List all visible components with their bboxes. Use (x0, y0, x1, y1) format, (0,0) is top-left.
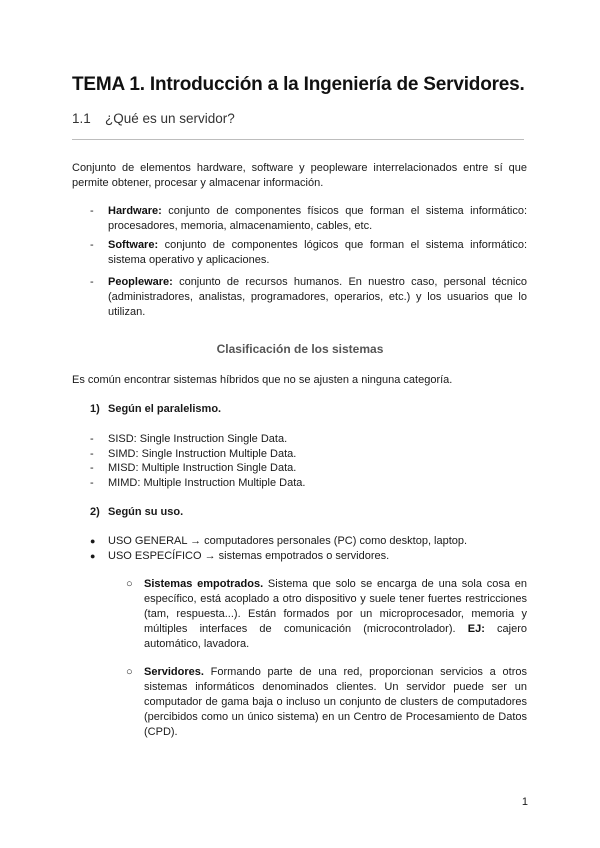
intro-paragraph: Conjunto de elementos hardware, software y peopleware interrelacionados entre sí que permite obtener, procesar y almacenar información. (72, 162, 527, 189)
criterion-usage (90, 506, 183, 518)
list-item-text: MIMD: Multiple Instruction Multiple Data. (108, 476, 306, 489)
subitem-description: Sistema que solo se encarga de una sola cosa en específico, está acoplado a otro dispositivo y suele tener fuertes restricciones (tam, respuesta...). Están formados por un microprocesador, memoria y múltiples interfaces de comunicación (microcontrolador). (144, 578, 528, 635)
section-divider (72, 139, 524, 140)
list-item (90, 447, 305, 462)
component-description: conjunto de componentes lógicos que forman el sistema informático: sistema operativo y aplicaciones. (108, 239, 527, 266)
list-item-text: SIMD: Single Instruction Multiple Data. (108, 447, 297, 460)
parallelism-list (90, 432, 305, 490)
section-number: 1.1 (72, 111, 91, 126)
section-title: ¿Qué es un servidor? (105, 111, 235, 126)
list-item-text: USO ESPECÍFICO → sistemas empotrados o servidores. (108, 550, 390, 562)
list-item (90, 549, 467, 564)
component-description: conjunto de componentes físicos que forman el sistema informático: procesadores, memoria, almacenamiento, cables, etc. (108, 205, 527, 232)
term-servers: Servidores. (144, 666, 204, 678)
list-marker: - (90, 433, 94, 445)
component-description: conjunto de recursos humanos. En nuestro caso, personal técnico (administradores, analistas, programadores, operarios, etc.) y los usuarios que lo utilizan. (108, 276, 527, 318)
criterion-number: 1) (90, 403, 100, 415)
component-item-software (90, 238, 527, 268)
list-item-text: MISD: Multiple Instruction Single Data. (108, 462, 297, 474)
term-hardware: Hardware: (108, 205, 162, 217)
classification-heading: Clasificación de los sistemas (216, 342, 384, 356)
list-marker: - (90, 239, 94, 251)
bullet-icon: ● (90, 551, 96, 561)
circle-bullet-icon: ○ (126, 666, 133, 678)
list-marker: - (90, 476, 94, 489)
hybrid-note: Es común encontrar sistemas híbridos que no se ajusten a ninguna categoría. (72, 374, 453, 386)
criterion-label: Según el paralelismo. (108, 403, 222, 415)
usage-list (90, 534, 467, 564)
subitem-embedded-systems (126, 577, 527, 652)
example-text: cajero automático, lavadora. (144, 623, 527, 650)
criterion-label: Según su uso. (108, 506, 184, 518)
list-marker: - (90, 276, 94, 288)
component-item-hardware (90, 204, 527, 234)
list-marker: - (90, 447, 94, 460)
bullet-icon: ● (90, 536, 96, 546)
list-item-text: SISD: Single Instruction Single Data. (108, 433, 288, 445)
circle-bullet-icon: ○ (126, 578, 133, 590)
criterion-parallelism (90, 403, 221, 415)
list-item (90, 432, 305, 447)
term-peopleware: Peopleware: (108, 276, 173, 288)
section-heading (72, 111, 235, 126)
page-number: 1 (521, 796, 528, 808)
example-label: EJ: (467, 623, 485, 635)
component-item-peopleware (90, 275, 527, 320)
list-item (90, 476, 305, 491)
term-embedded: Sistemas empotrados. (144, 578, 264, 590)
list-item-text: USO GENERAL → computadores personales (PC) como desktop, laptop. (108, 535, 468, 547)
criterion-number: 2) (90, 506, 100, 518)
list-item (90, 461, 305, 476)
term-software: Software: (108, 239, 159, 251)
subitem-description: Formando parte de una red, proporcionan servicios a otros sistemas informáticos denominados clientes. Un servidor puede ser un computador de gama baja o incluso un conjunto de clusters de computadores (percibidos como un único sistema) en un Centro de Procesamiento de Datos (CPD). (144, 666, 527, 738)
subitem-servers (126, 665, 527, 740)
page-title: TEMA 1. Introducción a la Ingeniería de Servidores. (72, 74, 525, 95)
list-item (90, 534, 467, 549)
list-marker: - (90, 462, 94, 474)
list-marker: - (90, 205, 94, 217)
